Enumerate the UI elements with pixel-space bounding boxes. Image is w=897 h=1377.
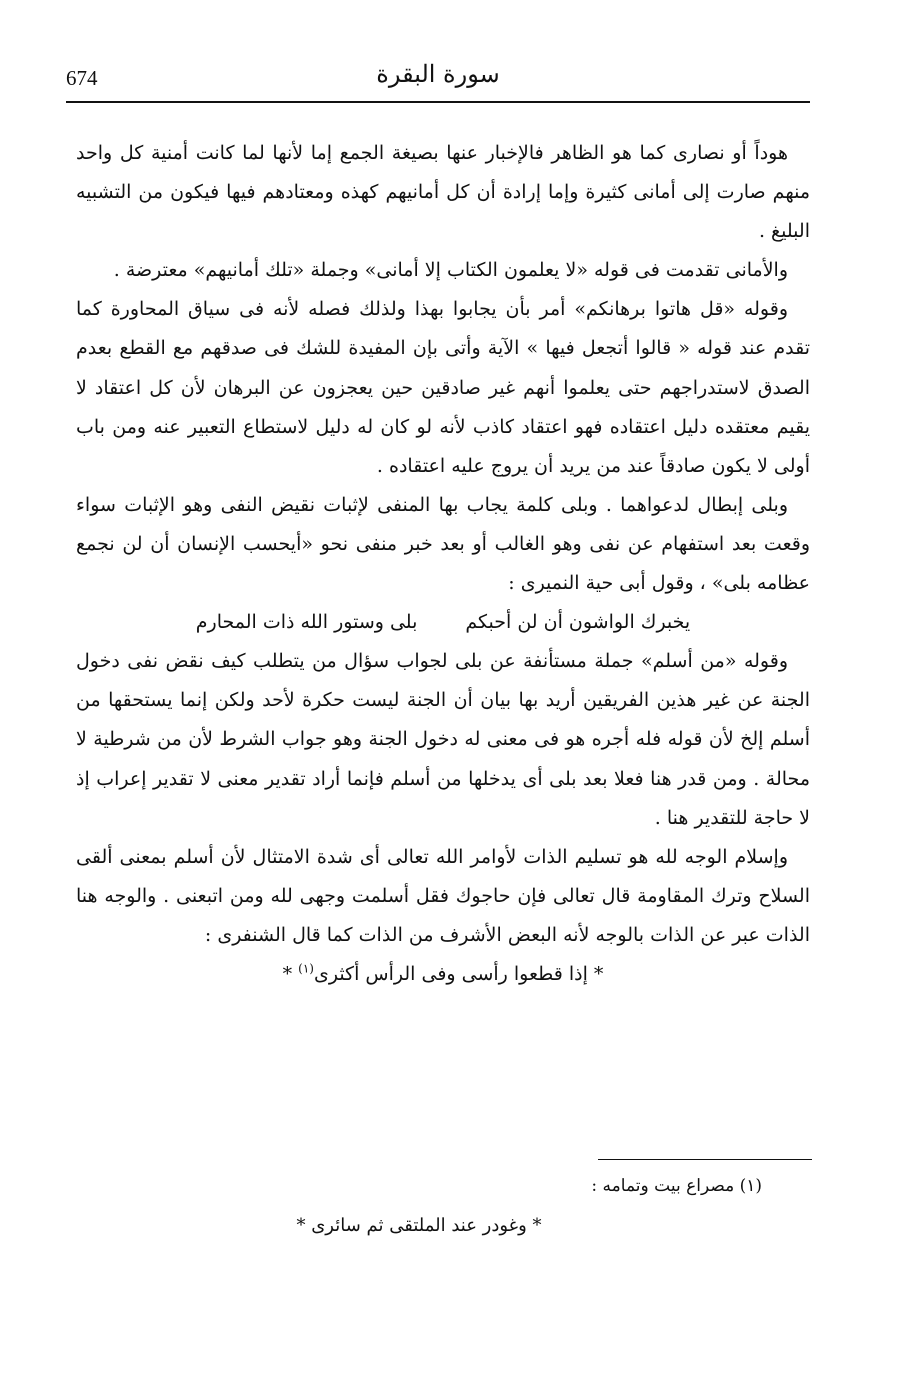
- verse-second-hemistich: بلى وستور الله ذات المحارم: [195, 611, 418, 634]
- star-ornament: *: [593, 962, 604, 985]
- paragraph: هوداً أو نصارى كما هو الظاهر فالإخبار عنها بصيغة الجمع إما لأنها لما كانت أمنية كل واحد منهم صارت إلى أمانى كثيرة وإما إرادة أن كل أمانيهم كهذه ومعتادهم فيها فيكون من التشبيه البليغ .: [76, 142, 810, 243]
- footnote-verse: * وغودر عند الملتقى ثم سائرى *: [296, 1215, 542, 1236]
- footnote-rule: [598, 1159, 812, 1160]
- footnote-label: (١) مصراع بيت وتمامه :: [591, 1176, 762, 1196]
- page-number: 674: [66, 66, 98, 90]
- footnote-marker: (١): [298, 961, 314, 976]
- footnote: [76, 1166, 762, 1246]
- paragraph: وقوله «قل هاتوا برهانكم» أمر بأن يجابوا بهذا ولذلك فصله لأنه فى سياق المحاورة كما تقدم عند قوله « قالوا أتجعل فيها » الآية وأتى بإن المفيدة للشك فى صدقهم مع القطع بعدم الصدق لاستدراجهم حتى يعلموا أنهم غير صادقين حين يعجزون عن البرهان لأن كل اعتقاد لا يقيم معتقده دليل اعتقاده فهو اعتقاد كاذب لأنه لو كان له دليل لاستطاع التعبير عنه ومن باب أولى لا يكون صادقاً عند من يريد أن يروج عليه اعتقاده .: [76, 298, 810, 477]
- poetry-verse: [76, 603, 810, 642]
- paragraph: وقوله «من أسلم» جملة مستأنفة عن بلى لجواب سؤال من يتطلب كيف نقض نفى دخول الجنة عن غير هذين الفريقين أريد بها بيان أن الجنة ليست حكرة لأحد ولكن إنما يستحقها من أسلم إلخ لأن قوله فله أجره هو فى معنى له دخول الجنة وهو جواب الشرط لأن من شرطية لا محالة . ومن قدر هنا فعلا بعد بلى أى يدخلها من أسلم فإنما أراد تقدير معنى لا تقدير إعراب إذ لا حاجة للتقدير هنا .: [76, 650, 810, 829]
- verse-first-hemistich: يخبرك الواشون أن لن أحبكم: [465, 611, 691, 634]
- paragraph: وإسلام الوجه لله هو تسليم الذات لأوامر الله تعالى أى شدة الامتثال لأن أسلم بمعنى ألقى السلاح وترك المقاومة قال تعالى فإن حاجوك فقل أسلمت وجهى لله ومن اتبعنى . والوجه هنا الذات عبر عن الذات بالوجه لأنه البعض الأشرف من الذات كما قال الشنفرى :: [76, 845, 810, 946]
- surah-title: سورة البقرة: [376, 60, 500, 88]
- main-text: [76, 134, 810, 994]
- header-rule: [66, 101, 810, 103]
- quote-text: إذا قطعوا رأسى وفى الرأس أكثرى: [313, 962, 588, 985]
- poetry-quote: [76, 955, 810, 994]
- paragraph: والأمانى تقدمت فى قوله «لا يعلمون الكتاب إلا أمانى» وجملة «تلك أمانيهم» معترضة .: [113, 259, 788, 282]
- page-header: [66, 52, 810, 100]
- star-ornament: *: [282, 962, 293, 985]
- paragraph: وبلى إبطال لدعواهما . وبلى كلمة يجاب بها المنفى لإثبات نقيض النفى وهو الإثبات سواء وقعت بعد استفهام عن نفى وهو الغالب أو بعد خبر منفى نحو «أيحسب الإنسان أن لن نجمع عظامه بلى» ، وقول أبى حية النميرى :: [76, 493, 810, 595]
